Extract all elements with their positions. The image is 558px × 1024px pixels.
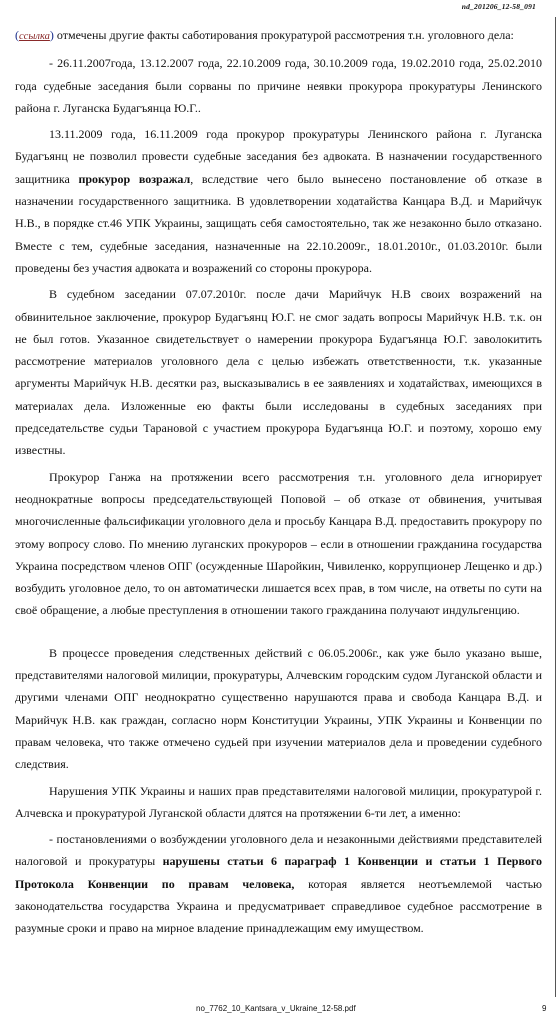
paragraph-8-text-c: которая является неотъемлемой частью законодательства государства Украина и предусматривает справедливое судебное рассмотрение в разумные сроки и право на мирное владение принадлежащим ему имуществом. (15, 876, 542, 936)
reference-link[interactable]: ссылка (19, 31, 50, 42)
footer-page-number: 9 (542, 1004, 547, 1013)
paragraph-3 (15, 123, 542, 279)
document-id-header: nd_201206_12-58_091 (461, 2, 536, 11)
paragraph-3-bold: прокурор возражал (78, 171, 191, 186)
paragraph-3-text-a: 13.11.2009 года, 16.11.2009 года прокурор прокуратуры Ленинского района г. Луганска Будагъянц не позволил провести судебные заседания без адвоката. В назначении государственного защитника (15, 127, 542, 186)
paragraph-5: Прокурор Ганжа на протяжении всего рассмотрения т.н. уголовного дела игнорирует неоднократные вопросы председательствующей Поповой – об отказе от обвинения, учитывая многочисленные фальсификации уголовного дела и просьбу Канцара В.Д. предоставить прокурору по этому вопросу слово. По мнению луганских прокуроров – если в отношении гражданина государства Украина посредством членов ОПГ (осужденные Шаройкин, Чивиленко, коррупционер Лещенко и др.) возбудить уголовное дело, то он автоматически лишается всех прав, в том числе, на ответы по сути на своё обращение, а любые преступления в отношении такого гражданина получают индульгенцию. (15, 469, 542, 618)
paragraph-8-bold: нарушены статьи 6 параграф 1 Конвенции и статьи 1 Первого Протокола Конвенции по правам человека, (15, 854, 542, 891)
paragraph-1 (15, 24, 542, 48)
paragraph-7: Нарушения УПК Украины и наших прав представителями налоговой милиции, прокуратурой г. Алчевска и прокуратурой Луганской области длятся на протяжении 6-ти лет, а именно: (15, 783, 542, 820)
paragraph-8 (15, 828, 542, 939)
document-body (15, 24, 542, 944)
open-paren: ( (15, 28, 19, 42)
footer-filename: no_7762_10_Kantsara_v_Ukraine_12-58.pdf (196, 1004, 356, 1013)
paragraph-6: В процессе проведения следственных действий с 06.05.2006г., как уже было указано выше, представителями налоговой милиции, прокуратуры, Алчевским городским судом Луганской области и другими членами ОПГ неоднократно существенно нарушаются права и свобода Канцара В.Д. и Марийчук Н.В. как граждан, согласно норм Конституции Украины, УПК Украины и Конвенции по правам человека, что также отмечено судьей при изучении материалов дела и проведении судебного следствия. (15, 645, 542, 772)
paragraph-8-text-a: - постановлениями о возбуждении уголовного дела и незаконными действиями представителей налоговой и прокуратуры (15, 832, 542, 869)
paragraph-2: - 26.11.2007года, 13.12.2007 года, 22.10.2009 года, 30.10.2009 года, 19.02.2010 года, 25.02.2010 года судебные заседания были сорваны по причине неявки прокурора прокуратуры Ленинского района г. Луганска Будагъянца Ю.Г.. (15, 56, 542, 115)
close-paren: ) (49, 28, 54, 42)
paragraph-1-text: отмечены другие факты саботирования прокуратурой рассмотрения т.н. уголовного дела: (53, 28, 514, 42)
paragraph-4: В судебном заседании 07.07.2010г. после дачи Марийчук Н.В своих возражений на обвинительное заключение, прокурор Будагъянц Ю.Г. не смог задать вопросы Марийчук Н.В. т.к. он не был готов. Указанное свидетельствует о намерении прокурора Будагъянца Ю.Г. заволокитить рассмотрение материалов уголовного дела с целью избежать ответственности, т.к. указанные аргументы Марийчук Н.В. десятки раз, высказывались в ее заявлениях и ходатайствах, имеющихся в материалах дела. Изложенные ею факты были исследованы в судебных заседаниях при председательстве судьи Тарановой с участием прокурора Будагъянца Ю.Г. и поэтому, хорошо ему известны. (15, 287, 542, 458)
paragraph-3-text-c: , вследствие чего было вынесено постановление об отказе в назначении государственного защитника. В удовлетворении ходатайства Канцара В.Д. и Марийчук Н.В., в порядке ст.46 УПК Украины, защищать себя самостоятельно, так же незаконно было отказано. Вместе с тем, судебные заседания, назначенные на 22.10.2009г., 18.01.2010г., 01.03.2010г. были проведены без участия адвоката и возражений со стороны прокурора. (15, 171, 542, 275)
